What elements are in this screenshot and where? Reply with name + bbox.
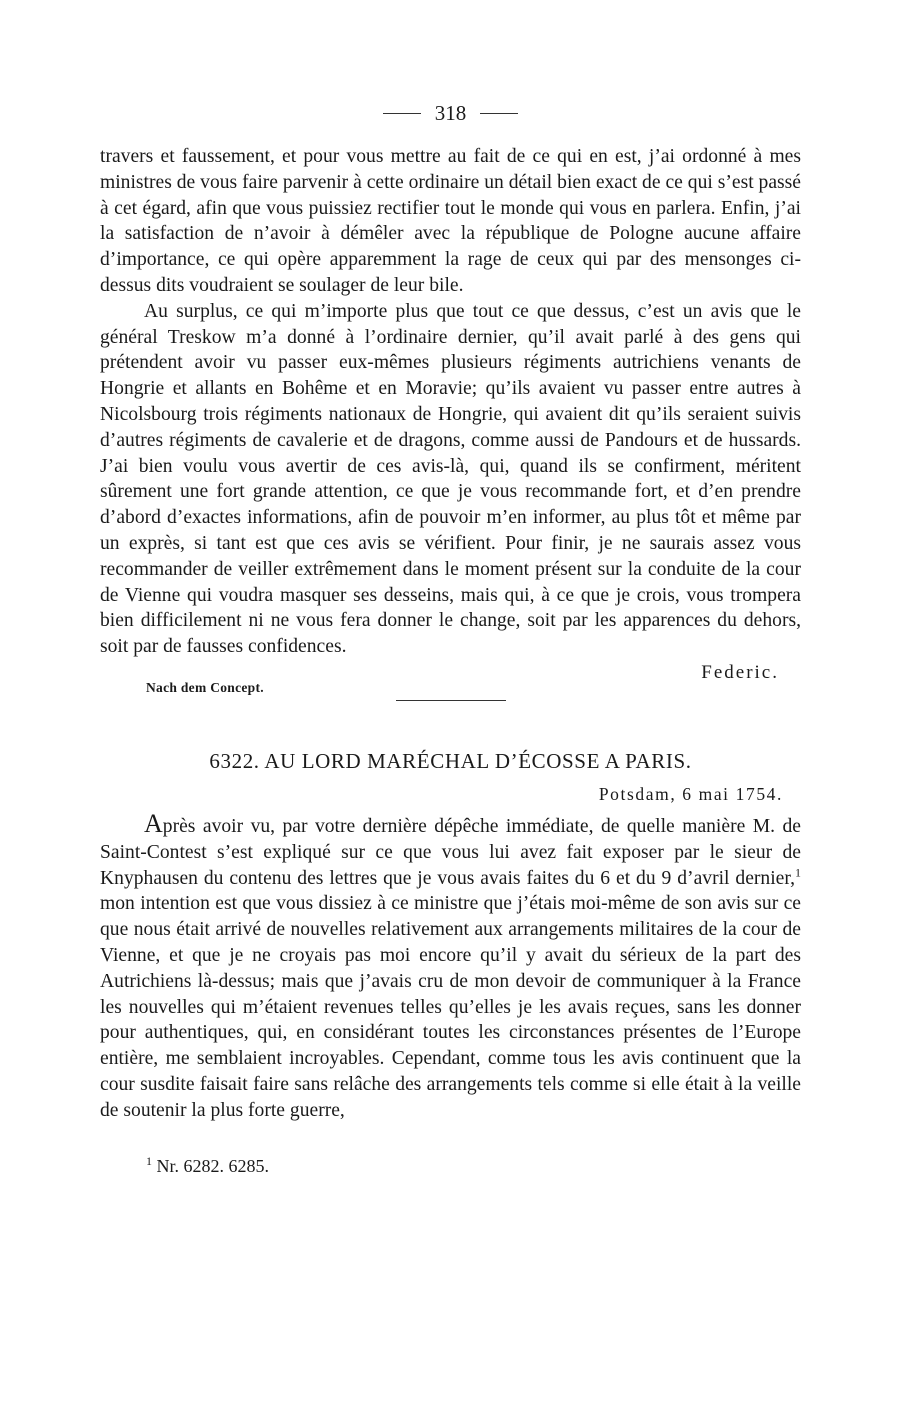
drop-capital: A [144, 808, 163, 838]
continuation-paragraph-2: Au surplus, ce qui m’importe plus que tout ce que dessus, c’est un avis que le général Treskow m’a donné à l’ordinaire dernier, qu’il avait parlé à des gens qui prétendent avoir vu passer eux-mêmes plusieurs régiments autrichiens venants de Hongrie et allants en Bohême et en Moravie; qu’ils avaient vu passer entre autres à Nicolsbourg trois régiments nationaux de Hongrie, qui avaient dit qu’ils seraient suivis d’autres régiments de cavalerie et de dragons, comme aussi de Pandours et de hussards. J’ai bien voulu vous avertir de ces avis-là, qui, quand ils se confirment, méritent sûrement une fort grande attention, ce que je vous recommande fort, et d’en prendre d’abord d’exactes informations, afin de pouvoir m’en informer, au plus tôt et même par un exprès, si tant est que ces avis se vérifient. Pour finir, je ne saurais assez vous recommander de veiller extrêmement dans le moment présent sur la conduite de la cour de Vienne qui voudra masquer ses desseins, mais qui, à ce que je crois, vous trompera bien difficilement ni ne vous fera donner le change, soit par les apparences du dehors, soit par de fausses confidences. [100, 300, 801, 658]
footnote-reference[interactable]: 1 [795, 865, 801, 879]
letter-paragraph [100, 808, 801, 1124]
source-note: Nach dem Concept. [146, 679, 264, 695]
dash-right [480, 113, 518, 114]
dash-left [383, 113, 421, 114]
page-number: 318 [434, 101, 467, 125]
letter-text-part-2: mon intention est que vous dissiez à ce ministre que j’étais moi-même de son avis sur ce que nous était arrivé de nouvelles relativement aux arrangements militaires de la cour de Vienne, et que je ne croyais pas moi encore qu’il y avait du sérieux de la part des Autrichiens là-dessus; mais que j’avais cru de mon devoir de communiquer à la France les nouvelles qui m’étaient revenues telles qu’elles je les avais reçues, sans les donner pour authentiques, qui, en considérant toutes les circonstances présentes de l’Europe entière, me semblaient incroyables. Cependant, comme tous les avis continuent que la cour susdite faisait faire sans relâche des arrangements tels comme si elle était à la veille de soutenir la plus forte guerre, [100, 893, 801, 1121]
closing-block [100, 660, 801, 700]
running-head [100, 96, 801, 130]
signature: Federic. [701, 661, 779, 683]
section-rule [396, 700, 506, 701]
footnote-text: Nr. 6282. 6285. [156, 1155, 269, 1176]
page [100, 96, 801, 1177]
letter-text-part-1: près avoir vu, par votre dernière dépêche immédiate, de quelle manière M. de Saint-Contest s’est expliqué sur ce que vous lui avez fait exposer par le sieur de Knyphausen du contenu des lettres que je vous avais faites du 6 et du 9 d’avril dernier, [100, 815, 801, 889]
continuation-paragraph-1: travers et faussement, et pour vous mettre au fait de ce qui en est, j’ai ordonné à mes ministres de vous faire parvenir à cette ordinaire un détail bien exact de ce qui s’est passé à cet égard, afin que vous puissiez rectifier tout le monde qui vous en parlera. Enfin, j’ai la satisfaction de n’avoir à démêler avec la république de Pologne aucune affaire d’importance, ce qui opère apparemment la rage de ceux qui par des mensonges ci-dessus dits voudraient se soulager de leur bile. [100, 146, 801, 296]
footnote [146, 1154, 801, 1177]
dateline: Potsdam, 6 mai 1754. [598, 783, 783, 804]
footnote-number: 1 [146, 1153, 152, 1168]
letter-heading: 6322. AU LORD MARÉCHAL D’ÉCOSSE A PARIS. [209, 748, 692, 773]
letter-body [100, 808, 801, 1124]
continuation-text [100, 144, 801, 660]
